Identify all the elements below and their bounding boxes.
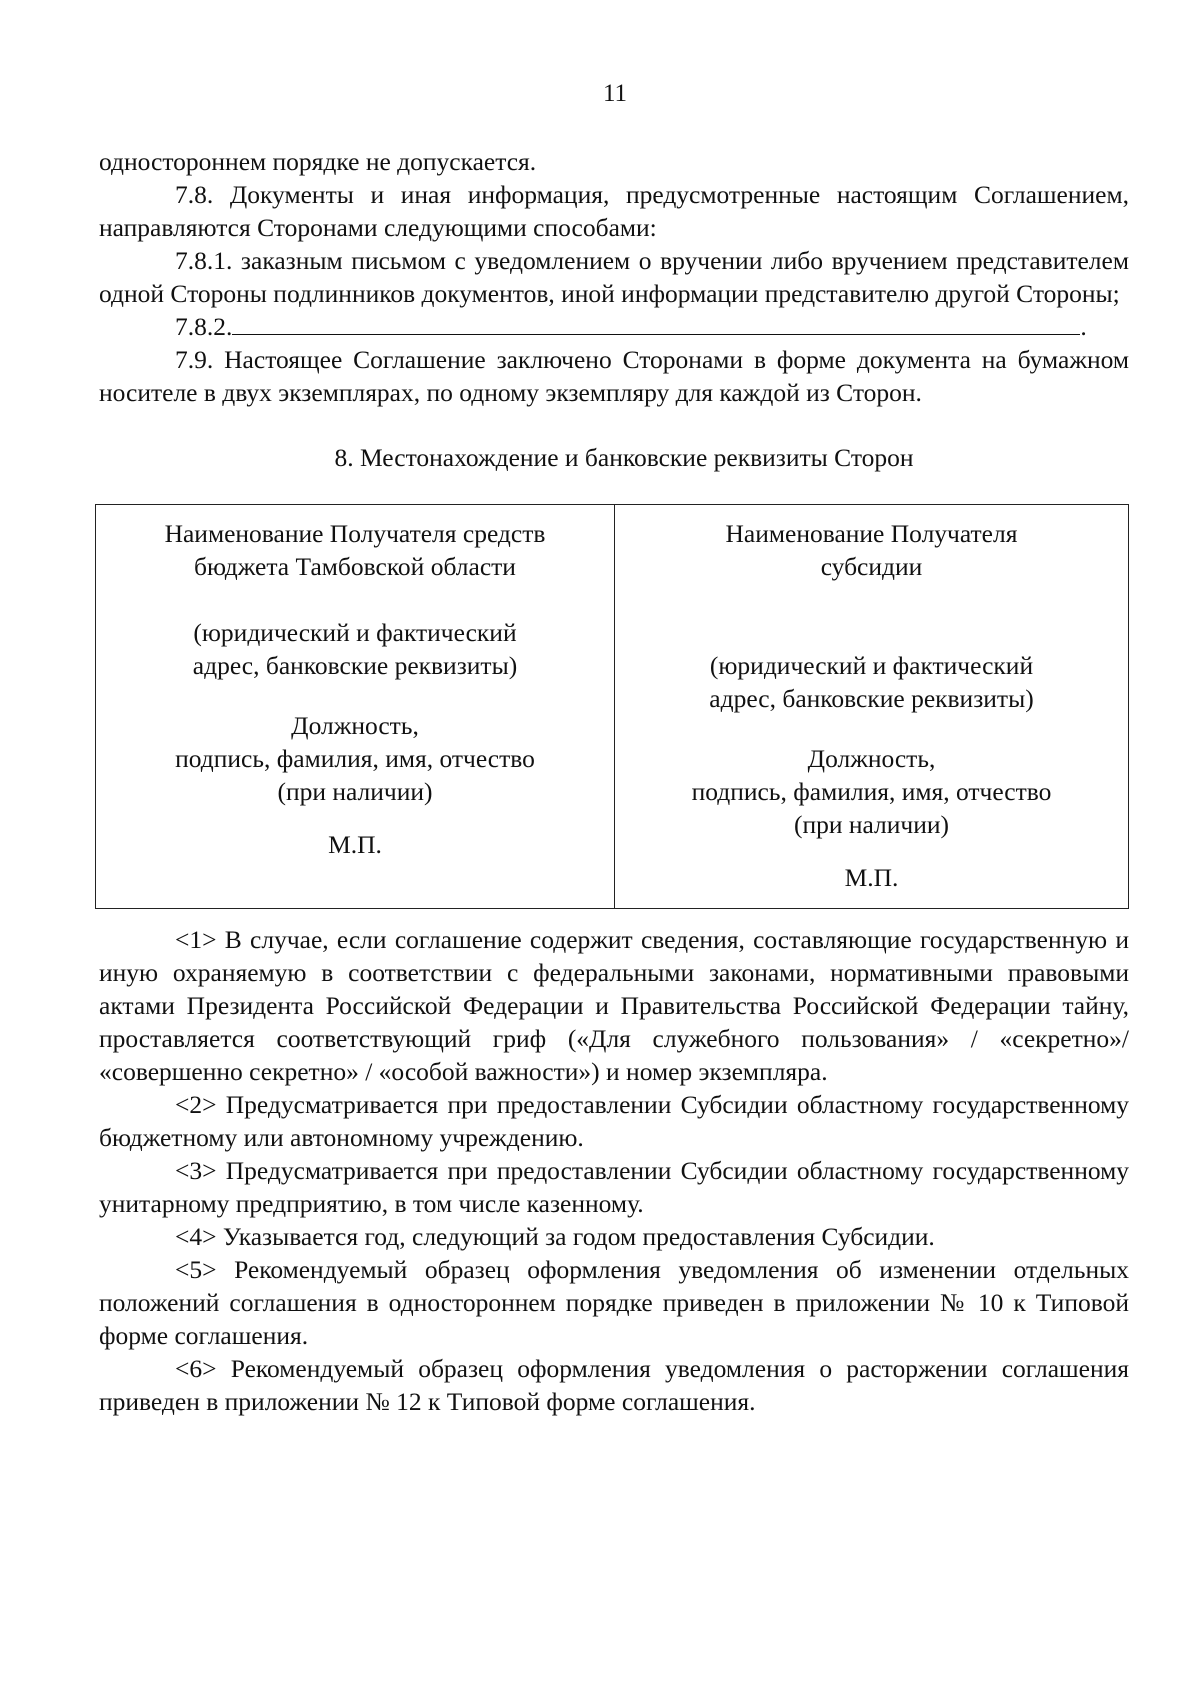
recipient-requisites-cell <box>615 505 1129 909</box>
footnote-1: <1> В случае, если соглашение содержит сведения, составляющие государственную и иную охраняемую в соответствии с федеральными законами, нормативными правовыми актами Президента Российской Федерации и Правительства Российской Федерации тайну, проставляется соответствующий гриф («Для служебного пользования» / «секретно»/ «совершенно секретно» / «особой важности») и номер экземпляра. <box>99 925 1129 1086</box>
fill-in-blank-line <box>232 310 1080 335</box>
footnote-4: <4> Указывается год, следующий за годом предоставления Субсидии. <box>175 1222 935 1251</box>
footnote-2: <2> Предусматривается при предоставлении Субсидии областному государственному бюджетному или автономному учреждению. <box>99 1090 1129 1152</box>
grantor-address-line1: (юридический и фактический <box>193 618 517 647</box>
grantor-name-line2: бюджета Тамбовской области <box>194 552 516 581</box>
grantor-address-line2: адрес, банковские реквизиты) <box>192 651 518 680</box>
recipient-address-line2: адрес, банковские реквизиты) <box>709 684 1034 713</box>
section-8-title: 8. Местонахождение и банковские реквизиты Сторон <box>334 443 914 472</box>
page-number: 11 <box>602 80 628 107</box>
grantor-stamp-label: М.П. <box>328 830 382 859</box>
grantor-position-line2: подпись, фамилия, имя, отчество <box>175 744 535 773</box>
footnotes <box>99 923 1129 1418</box>
paragraph-7-8-2-label: 7.8.2. <box>175 312 233 341</box>
recipient-address-line1: (юридический и фактический <box>709 651 1034 680</box>
grantor-name-line1: Наименование Получателя средств <box>164 519 546 548</box>
paragraph-7-8-1: 7.8.1. заказным письмом с уведомлением о вручении либо вручением представителем одной Стороны подлинников документов, иной информации представителю другой Стороны; <box>99 246 1129 308</box>
document-body <box>99 145 1129 1418</box>
paragraph-continuation: одностороннем порядке не допускается. <box>99 147 537 176</box>
requisites-row <box>96 505 1129 909</box>
recipient-stamp-label: М.П. <box>844 863 899 892</box>
footnote-3: <3> Предусматривается при предоставлении Субсидии областному государственному унитарному предприятию, в том числе казенному. <box>99 1156 1129 1218</box>
recipient-position-line2: подпись, фамилия, имя, отчество <box>691 777 1052 806</box>
grantor-position-line3: (при наличии) <box>277 777 433 806</box>
recipient-position-line3: (при наличии) <box>793 810 950 839</box>
paragraph-7-8-2 <box>99 310 1129 343</box>
footnote-5: <5> Рекомендуемый образец оформления уведомления об изменении отдельных положений соглашения в одностороннем порядке приведен в приложении № 10 к Типовой форме соглашения. <box>99 1255 1129 1350</box>
recipient-name-line1: Наименование Получателя <box>725 519 1018 548</box>
paragraph-7-8-2-end: . <box>1080 312 1087 341</box>
recipient-position-line1: Должность, <box>807 744 936 773</box>
paragraph-7-8: 7.8. Документы и иная информация, предусмотренные настоящим Соглашением, направляются Сторонами следующими способами: <box>99 180 1129 242</box>
grantor-position-line1: Должность, <box>291 711 419 740</box>
footnote-6: <6> Рекомендуемый образец оформления уведомления о расторжении соглашения приведен в приложении № 12 к Типовой форме соглашения. <box>99 1354 1129 1416</box>
paragraph-7-9: 7.9. Настоящее Соглашение заключено Сторонами в форме документа на бумажном носителе в двух экземплярах, по одному экземпляру для каждой из Сторон. <box>99 345 1129 407</box>
grantor-requisites-cell <box>96 505 615 909</box>
recipient-name-line2: субсидии <box>820 552 923 581</box>
requisites-table <box>95 504 1129 909</box>
